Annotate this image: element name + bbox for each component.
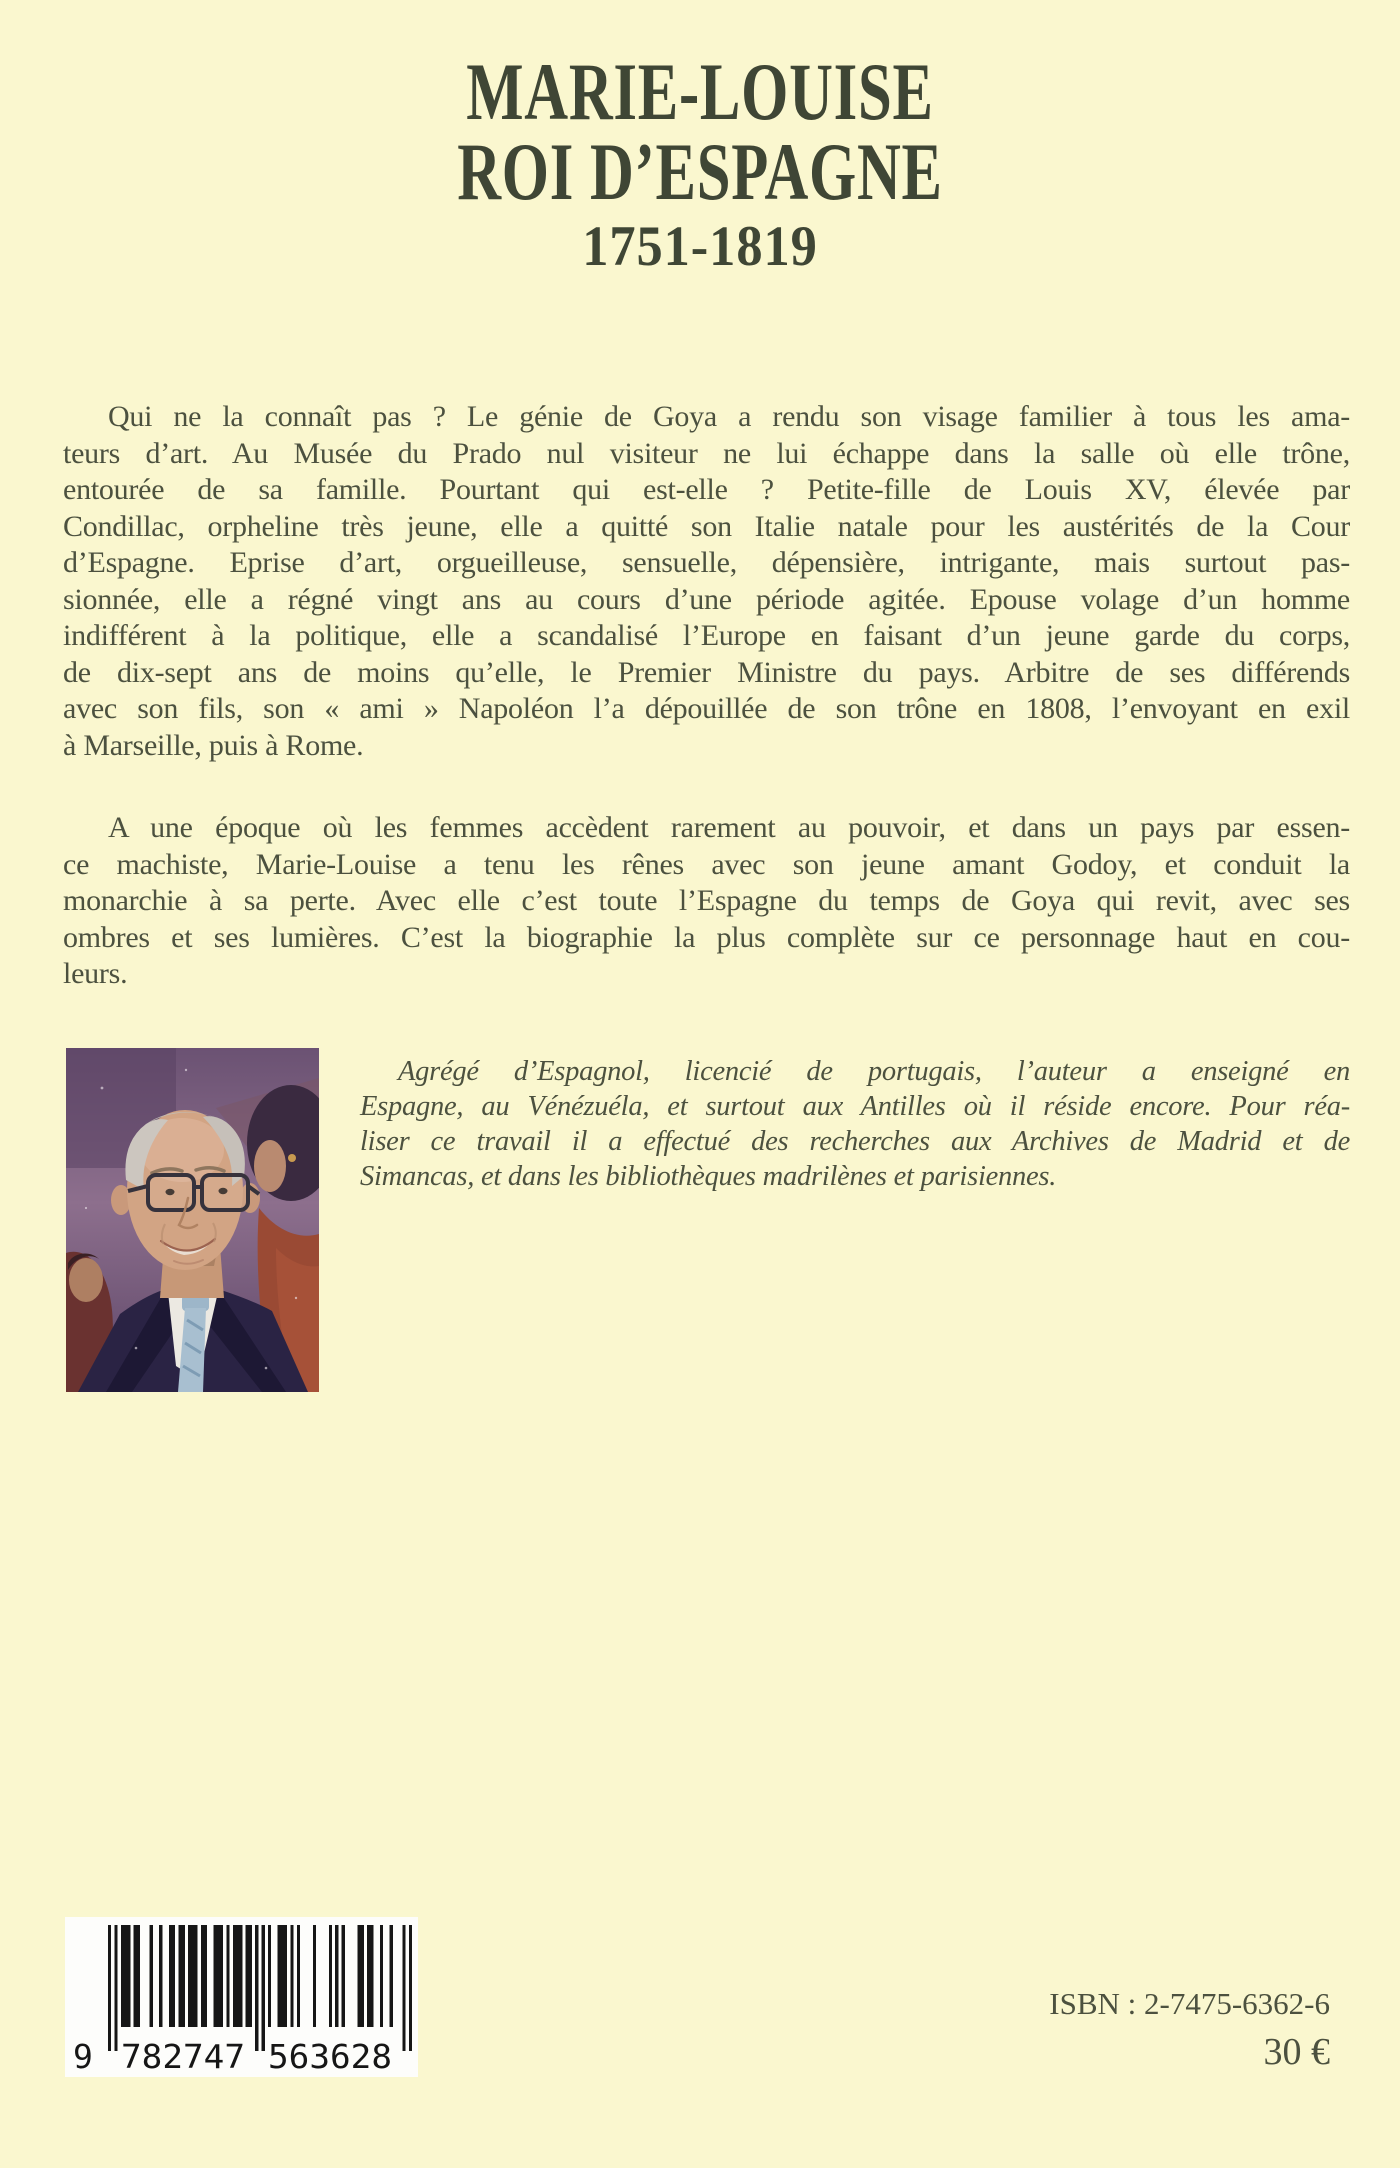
- barcode-graphic: [65, 1917, 418, 2077]
- book-title-line-2: ROI D’ESPAGNE: [457, 126, 943, 217]
- isbn-text: ISBN : 2-7475-6362-6: [1049, 1986, 1330, 2021]
- synopsis-paragraph-1: [63, 399, 1350, 764]
- bio-line: Simancas, et dans les bibliothèques madrilènes et parisiennes.: [360, 1161, 1057, 1192]
- text-line: de dix-sept ans de moins qu’elle, le Premier Ministre du pays. Arbitre de ses différends: [63, 655, 1350, 689]
- synopsis: [63, 399, 1350, 993]
- text-line: A une époque où les femmes accèdent rarement au pouvoir, et dans un pays par essen-: [108, 811, 1350, 844]
- synopsis-paragraph-2: [63, 810, 1350, 993]
- barcode-bars: [108, 1925, 412, 2051]
- author-bio: [360, 1054, 1350, 1194]
- text-line: entourée de sa famille. Pourtant qui est-elle ? Petite-fille de Louis XV, élevée par: [63, 473, 1350, 506]
- text-line: Qui ne la connaît pas ? Le génie de Goya a rendu son visage familier à tous les ama-: [108, 400, 1350, 433]
- book-title-years: 1751-1819: [582, 215, 818, 278]
- barcode-digits-left: 782747: [121, 2037, 245, 2076]
- text-line: indifférent à la politique, elle a scandalisé l’Europe en faisant d’un jeune garde du corps,: [63, 619, 1350, 652]
- text-line: monarchie à sa perte. Avec elle c’est toute l’Espagne du temps de Goya qui revit, avec ses: [63, 884, 1350, 917]
- text-line: ce machiste, Marie-Louise a tenu les rênes avec son jeune amant Godoy, et conduit la: [63, 847, 1350, 881]
- text-line: d’Espagne. Eprise d’art, orgueilleuse, sensuelle, dépensière, intrigante, mais surtout pas-: [63, 546, 1350, 579]
- text-line: sionnée, elle a régné vingt ans au cours d’une période agitée. Epouse volage d’un homme: [63, 582, 1350, 616]
- text-line: ombres et ses lumières. C’est la biographie la plus complète sur ce personnage haut en cou-: [63, 920, 1350, 954]
- barcode: [65, 1917, 418, 2077]
- text-line: Condillac, orpheline très jeune, elle a quitté son Italie natale pour les austérités de la Cour: [63, 509, 1350, 543]
- text-line: à Marseille, puis à Rome.: [63, 728, 364, 762]
- barcode-digits-right: 563628: [268, 2037, 392, 2076]
- bio-line: liser ce travail il a effectué des recherches aux Archives de Madrid et de: [360, 1126, 1350, 1157]
- title-block: [0, 46, 1400, 278]
- book-title-line-1: MARIE-LOUISE: [466, 46, 934, 137]
- text-line: leurs.: [63, 957, 128, 990]
- price-text: 30 €: [1263, 2031, 1330, 2073]
- barcode-digit-first: 9: [73, 2037, 93, 2076]
- text-line: teurs d’art. Au Musée du Prado nul visiteur ne lui échappe dans la salle où elle trône,: [63, 436, 1350, 470]
- text-line: avec son fils, son « ami » Napoléon l’a dépouillée de son trône en 1808, l’envoyant en exil: [63, 692, 1350, 725]
- bio-line: Espagne, au Vénézuéla, et surtout aux Antilles où il réside encore. Pour réa-: [360, 1091, 1350, 1122]
- bio-line: Agrégé d’Espagnol, licencié de portugais, l’auteur a enseigné en: [398, 1056, 1350, 1087]
- author-photo: [66, 1048, 319, 1392]
- author-photo-illustration: [66, 1048, 319, 1392]
